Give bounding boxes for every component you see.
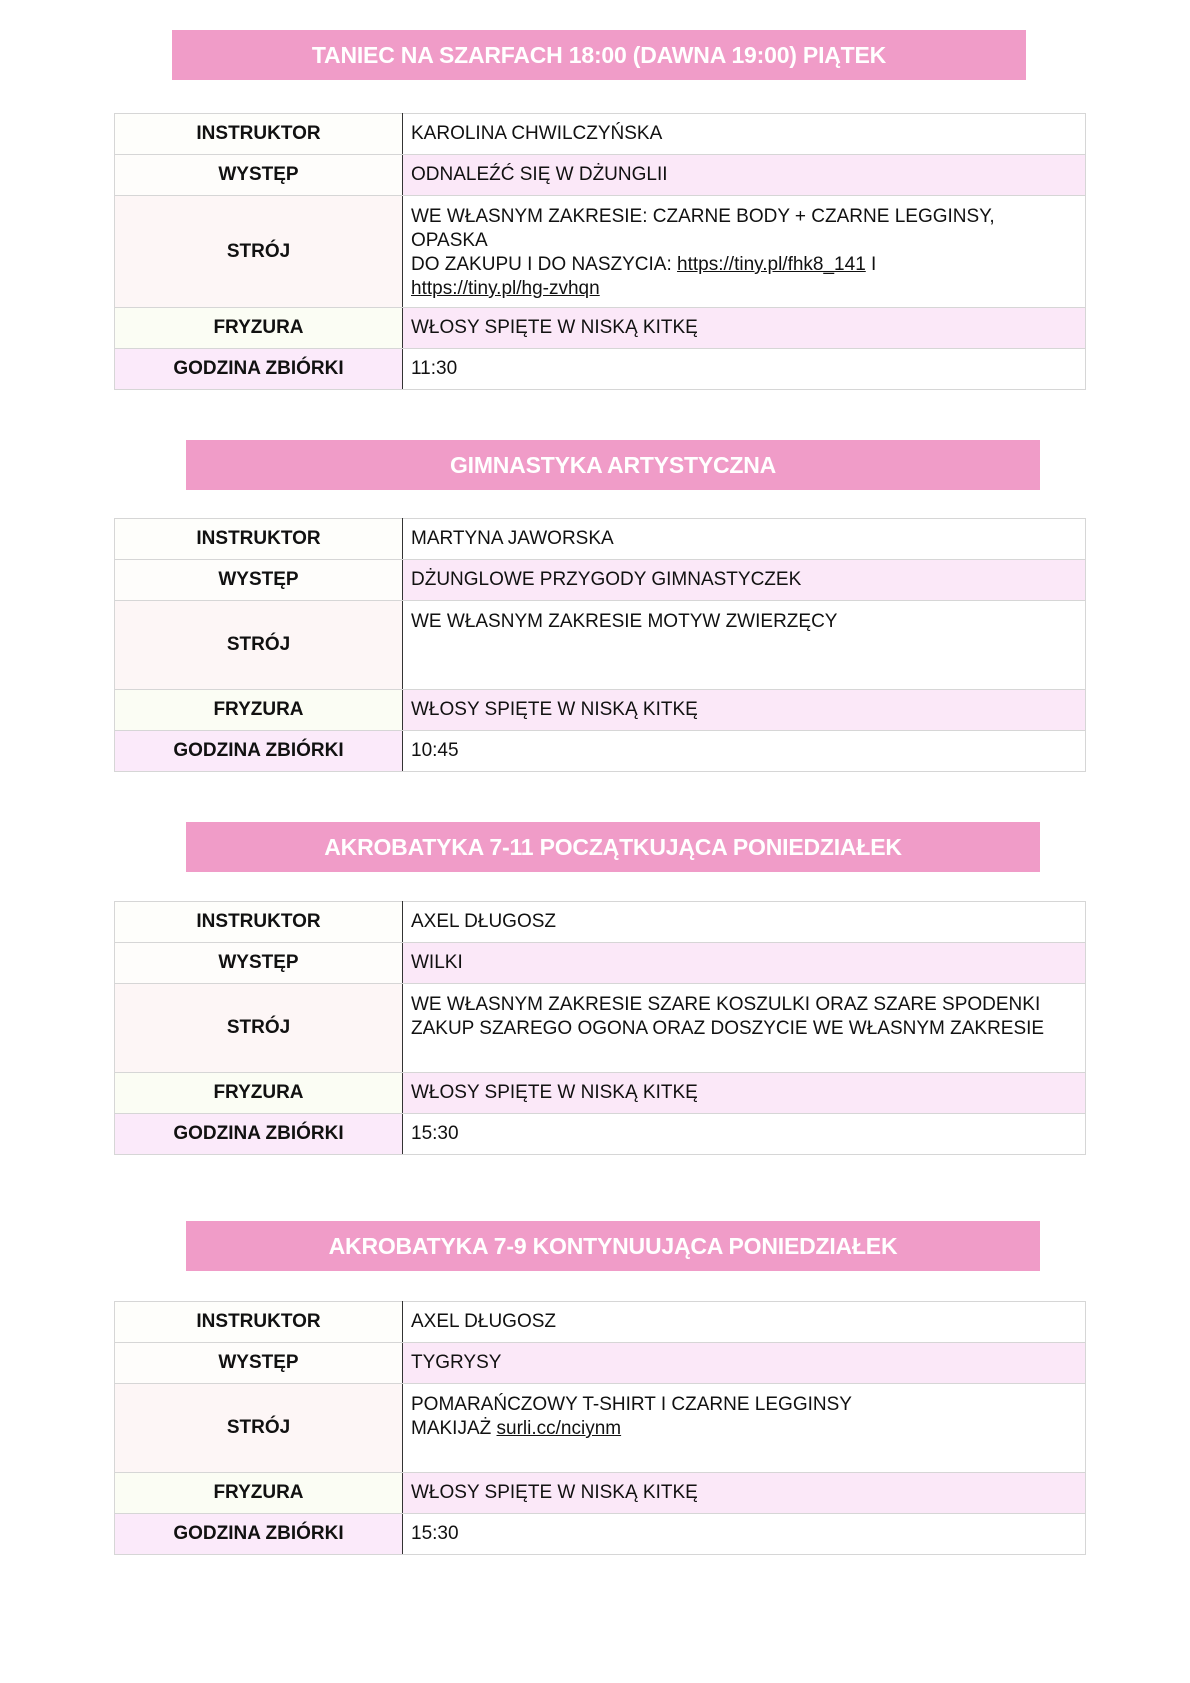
- value-godzina: 15:30: [403, 1114, 1086, 1155]
- value-fryzura: WŁOSY SPIĘTE W NISKĄ KITKĘ: [403, 1473, 1086, 1514]
- info-table-akrobatyka-7-11: [114, 901, 1086, 1155]
- label-wystep: WYSTĘP: [115, 943, 403, 984]
- value-stroj: [403, 196, 1086, 308]
- stroj-line: POMARAŃCZOWY T-SHIRT I CZARNE LEGGINSY: [411, 1394, 852, 1415]
- label-instruktor: INSTRUKTOR: [115, 1302, 403, 1343]
- value-fryzura: WŁOSY SPIĘTE W NISKĄ KITKĘ: [403, 690, 1086, 731]
- value-stroj: [403, 984, 1086, 1073]
- label-stroj: STRÓJ: [115, 601, 403, 690]
- value-instruktor: AXEL DŁUGOSZ: [403, 902, 1086, 943]
- stroj-line: WE WŁASNYM ZAKRESIE SZARE KOSZULKI ORAZ SZARE SPODENKI: [411, 994, 1041, 1015]
- value-fryzura: WŁOSY SPIĘTE W NISKĄ KITKĘ: [403, 1073, 1086, 1114]
- table-row: [115, 1114, 1086, 1155]
- value-godzina: 11:30: [403, 349, 1086, 390]
- stroj-separator: I: [865, 254, 877, 275]
- stroj-line: ZAKUP SZAREGO OGONA ORAZ DOSZYCIE WE WŁASNYM ZAKRESIE: [411, 1018, 1045, 1039]
- table-row: [115, 1302, 1086, 1343]
- section-title-akrobatyka-7-9: AKROBATYKA 7-9 KONTYNUUJĄCA PONIEDZIAŁEK: [186, 1221, 1040, 1271]
- table-row: [115, 349, 1086, 390]
- section-title-gimnastyka: GIMNASTYKA ARTYSTYCZNA: [186, 440, 1040, 490]
- table-row: [115, 601, 1086, 690]
- stroj-line: [411, 1417, 1077, 1441]
- table-row: [115, 114, 1086, 155]
- label-fryzura: FRYZURA: [115, 1473, 403, 1514]
- table-row: [115, 1343, 1086, 1384]
- value-wystep: TYGRYSY: [403, 1343, 1086, 1384]
- value-instruktor: AXEL DŁUGOSZ: [403, 1302, 1086, 1343]
- section-title-taniec: TANIEC NA SZARFACH 18:00 (DAWNA 19:00) PIĄTEK: [172, 30, 1026, 80]
- label-stroj: STRÓJ: [115, 196, 403, 308]
- label-wystep: WYSTĘP: [115, 155, 403, 196]
- stroj-line: [411, 253, 1077, 277]
- value-fryzura: WŁOSY SPIĘTE W NISKĄ KITKĘ: [403, 308, 1086, 349]
- label-godzina: GODZINA ZBIÓRKI: [115, 731, 403, 772]
- table-row: [115, 308, 1086, 349]
- table-row: [115, 155, 1086, 196]
- label-stroj: STRÓJ: [115, 984, 403, 1073]
- label-instruktor: INSTRUKTOR: [115, 519, 403, 560]
- value-godzina: 15:30: [403, 1514, 1086, 1555]
- stroj-text: DO ZAKUPU I DO NASZYCIA:: [411, 254, 678, 275]
- value-stroj: [403, 601, 1086, 690]
- table-row: [115, 902, 1086, 943]
- table-row: [115, 731, 1086, 772]
- stroj-line: WE WŁASNYM ZAKRESIE MOTYW ZWIERZĘCY: [411, 611, 838, 632]
- value-godzina: 10:45: [403, 731, 1086, 772]
- label-wystep: WYSTĘP: [115, 1343, 403, 1384]
- value-wystep: WILKI: [403, 943, 1086, 984]
- value-wystep: DŻUNGLOWE PRZYGODY GIMNASTYCZEK: [403, 560, 1086, 601]
- stroj-link-1[interactable]: https://tiny.pl/fhk8_141: [677, 254, 866, 275]
- info-table-akrobatyka-7-9: [114, 1301, 1086, 1555]
- label-godzina: GODZINA ZBIÓRKI: [115, 1514, 403, 1555]
- value-wystep: ODNALEŹĆ SIĘ W DŻUNGLII: [403, 155, 1086, 196]
- label-fryzura: FRYZURA: [115, 1073, 403, 1114]
- table-row: [115, 943, 1086, 984]
- table-row: [115, 1514, 1086, 1555]
- table-row: [115, 519, 1086, 560]
- table-row: [115, 1384, 1086, 1473]
- info-table-taniec: [114, 113, 1086, 390]
- label-fryzura: FRYZURA: [115, 690, 403, 731]
- label-wystep: WYSTĘP: [115, 560, 403, 601]
- stroj-link[interactable]: surli.cc/nciynm: [496, 1418, 622, 1439]
- value-stroj: [403, 1384, 1086, 1473]
- label-stroj: STRÓJ: [115, 1384, 403, 1473]
- value-instruktor: MARTYNA JAWORSKA: [403, 519, 1086, 560]
- label-fryzura: FRYZURA: [115, 308, 403, 349]
- stroj-line: [411, 277, 1077, 301]
- stroj-line: WE WŁASNYM ZAKRESIE: CZARNE BODY + CZARNE LEGGINSY,: [411, 206, 995, 227]
- stroj-link-2[interactable]: https://tiny.pl/hg-zvhqn: [411, 278, 600, 299]
- stroj-line: OPASKA: [411, 230, 488, 251]
- section-title-akrobatyka-7-11: AKROBATYKA 7-11 POCZĄTKUJĄCA PONIEDZIAŁEK: [186, 822, 1040, 872]
- label-godzina: GODZINA ZBIÓRKI: [115, 1114, 403, 1155]
- label-instruktor: INSTRUKTOR: [115, 902, 403, 943]
- table-row: [115, 690, 1086, 731]
- table-row: [115, 196, 1086, 308]
- table-row: [115, 1073, 1086, 1114]
- table-row: [115, 984, 1086, 1073]
- label-godzina: GODZINA ZBIÓRKI: [115, 349, 403, 390]
- table-row: [115, 1473, 1086, 1514]
- value-instruktor: KAROLINA CHWILCZYŃSKA: [403, 114, 1086, 155]
- table-row: [115, 560, 1086, 601]
- label-instruktor: INSTRUKTOR: [115, 114, 403, 155]
- stroj-text: MAKIJAŻ: [411, 1418, 497, 1439]
- info-table-gimnastyka: [114, 518, 1086, 772]
